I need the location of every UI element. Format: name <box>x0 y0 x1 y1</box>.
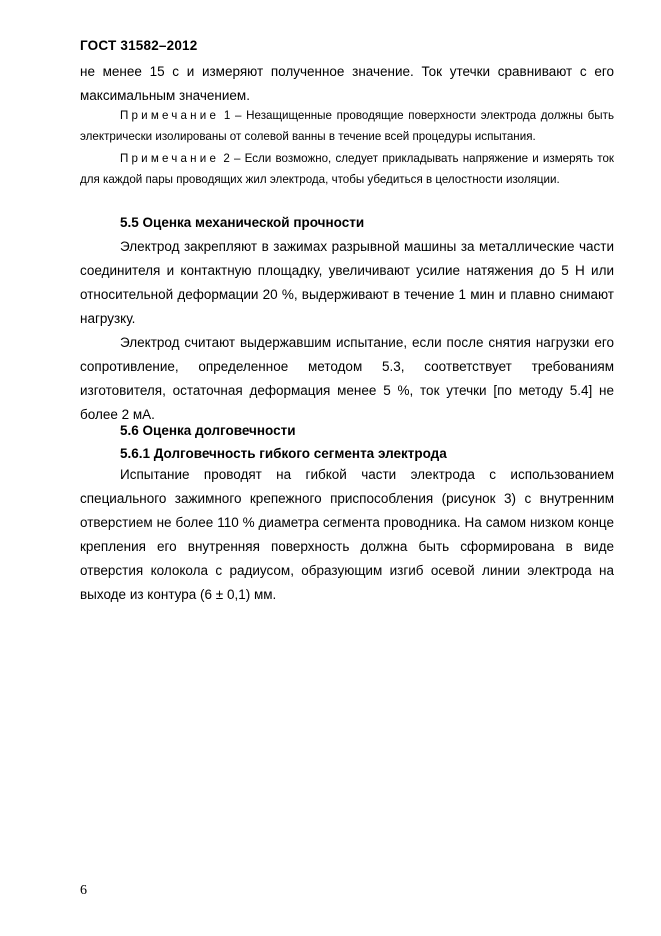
note-2-text: 2 – Если возможно, следует прикладывать напряжение и измерять ток для каждой пары проводящих жил электрода, чтобы убедиться в целостности изоляции. <box>80 152 614 186</box>
intro-paragraph <box>80 60 614 108</box>
section-5-5-paragraph-1: Электрод закрепляют в зажимах разрывной машины за металлические части соединителя и контактную площадку, увеличивают усилие натяжения до 5 Н или относительной деформации 20 %, выдерживают в течение 1 мин и плавно снимают нагрузку. <box>80 239 614 326</box>
note-2 <box>80 148 614 190</box>
section-5-5-body <box>80 235 614 427</box>
section-5-6-1-body <box>80 463 614 607</box>
section-5-6-1-paragraph: Испытание проводят на гибкой части электрода с использованием специального зажимного крепежного приспособления (рисунок 3) с внутренним отверстием не более 110 % диаметра сегмента проводника. На самом низком конце крепления его внутренняя поверхность должна быть сформирована в виде отверстия колокола с радиусом, образующим изгиб осевой линии электрода на выходе из контура (6 ± 0,1) мм. <box>80 467 614 602</box>
section-5-5-paragraph-2: Электрод считают выдержавшим испытание, если после снятия нагрузки его сопротивление, определенное методом 5.3, соответствует требованиям изготовителя, остаточная деформация менее 5 %, ток утечки [по методу 5.4] не более 2 мА. <box>80 335 614 422</box>
page-number: 6 <box>80 883 87 898</box>
note-1 <box>80 105 614 147</box>
note-1-text: 1 – Незащищенные проводящие поверхности электрода должны быть электрически изолированы от солевой ванны в течение всей процедуры испытания. <box>80 109 614 143</box>
section-5-5-heading: 5.5 Оценка механической прочности <box>120 215 365 230</box>
section-5-6-1-heading: 5.6.1 Долговечность гибкого сегмента электрода <box>120 446 447 461</box>
note-2-label: Примечание <box>120 152 220 165</box>
document-header: ГОСТ 31582–2012 <box>80 38 198 53</box>
section-5-6-heading: 5.6 Оценка долговечности <box>120 423 296 438</box>
intro-paragraph-text: не менее 15 с и измеряют полученное значение. Ток утечки сравнивают с его максимальным значением. <box>80 64 614 103</box>
note-1-label: Примечание <box>120 109 220 122</box>
